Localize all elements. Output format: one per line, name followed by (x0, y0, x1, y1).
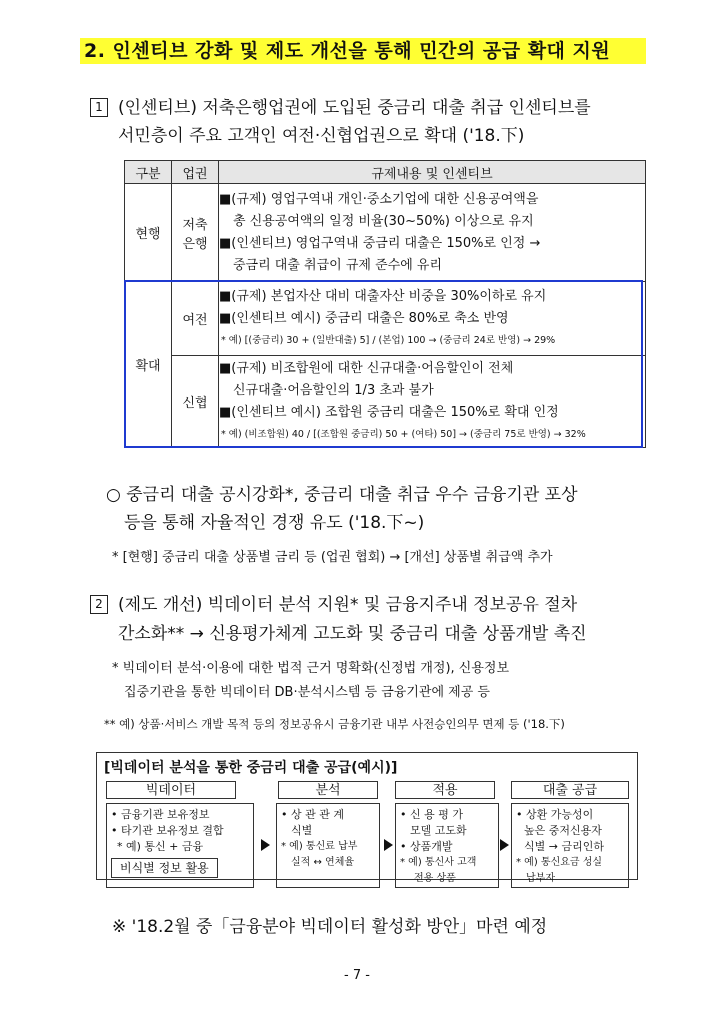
circle-item-line2: 등을 통해 자율적인 경쟁 유도 ('18.下~) (124, 513, 425, 533)
apply-line2: 모델 고도화 (410, 824, 467, 837)
item2-line1 (90, 590, 577, 615)
supply-line5: 납부자 (526, 873, 555, 884)
item2-text1: (제도 개선) 빅데이터 분석 지원* 및 금융지주내 정보공유 절차 (118, 595, 578, 615)
circle-bullet-icon: ○ (106, 485, 121, 505)
supply-line3: 식별 → 금리인하 (524, 840, 604, 853)
item2-number-box: 2 (90, 595, 108, 614)
section-heading: 2. 인센티브 강화 및 제도 개선을 통해 민간의 공급 확대 지원 (80, 38, 646, 64)
supply-line4: * 예) 통신요금 성실 (516, 857, 603, 868)
current-rule-line1: (규제) 영업구역내 개인·중소기업에 대한 신용공여액을 (231, 191, 539, 207)
current-content (219, 184, 646, 282)
yeojeon-content (219, 282, 646, 356)
item2-line2: 간소화** → 신용평가체계 고도화 및 중금리 대출 상품개발 촉진 (118, 624, 587, 644)
square-bullet-icon: ■ (219, 235, 232, 251)
diagram-head-apply: 적용 (395, 781, 495, 799)
sinhyup-rule-line2: 신규대출·어음할인의 1/3 초과 불가 (233, 382, 434, 398)
regulation-table (124, 160, 646, 448)
diagram-head-bigdata: 빅데이터 (106, 781, 236, 799)
sinhyup-content (219, 356, 646, 448)
bigdata-line2: • 타기관 보유정보 결합 (111, 824, 224, 837)
page-number: - 7 - (344, 968, 370, 983)
square-bullet-icon: ■ (219, 191, 232, 207)
sinhyup-note: * 예) (비조합원) 40 / [(조합원 중금리) 50 + (여타) 50] → (중금리 75로 반영) → 32% (221, 428, 586, 440)
apply-line5: 전용 상품 (414, 873, 456, 884)
header-content: 규제내용 및 인센티브 (219, 161, 646, 184)
sinhyup-incentive: (인센티브 예시) 조합원 중금리 대출은 150%로 확대 인정 (231, 404, 559, 420)
supply-line2: 높은 중저신용자 (524, 824, 602, 837)
table-row-current (125, 184, 646, 282)
yeojeon-incentive: (인센티브 예시) 중금리 대출은 80%로 축소 반영 (231, 310, 509, 326)
bigdata-line3: * 예) 통신 + 금융 (117, 840, 204, 853)
header-sector: 업권 (172, 161, 219, 184)
circle-item-line1 (106, 480, 578, 505)
yeojeon-rule: (규제) 본업자산 대비 대출자산 비중을 30%이하로 유지 (231, 288, 547, 304)
item2-note1-line1: * 빅데이터 분석·이용에 대한 법적 근거 명확화(신정법 개정), 신용정보 (112, 661, 510, 676)
diagram-box-bigdata (106, 803, 254, 888)
arrow-right-icon (261, 839, 270, 851)
arrow-right-icon (500, 839, 509, 851)
apply-line3: • 상품개발 (400, 840, 453, 853)
yeojeon-sector: 여전 (172, 282, 219, 356)
footer-note: ※ '18.2월 중「금융분야 빅데이터 활성화 방안」마련 예정 (112, 917, 548, 937)
current-sector: 저축 은행 (172, 184, 219, 282)
item2-note2: ** 예) 상품·서비스 개발 목적 등의 정보공유시 금융기관 내부 사전승인의무 면제 등 ('18.下) (104, 717, 565, 731)
analysis-line2: 식별 (291, 824, 313, 837)
diagram-box-supply (511, 803, 629, 888)
diagram-head-analysis: 분석 (278, 781, 378, 799)
item1-line1 (90, 93, 591, 118)
yeojeon-note: * 예) [(중금리) 30 + (일반대출) 5] / (본업) 100 → (중금리 24로 반영) → 29% (221, 334, 556, 346)
analysis-line4: 실적 ↔ 연체율 (291, 857, 355, 868)
analysis-line1: • 상 관 관 계 (281, 808, 344, 821)
square-bullet-icon: ■ (219, 360, 232, 376)
item1-text1: (인센티브) 저축은행업권에 도입된 중금리 대출 취급 인센티브를 (118, 98, 591, 118)
square-bullet-icon: ■ (219, 404, 232, 420)
apply-line1: • 신 용 평 가 (400, 808, 463, 821)
supply-line1: • 상환 가능성이 (516, 808, 594, 821)
diagram-head-supply: 대출 공급 (511, 781, 629, 799)
table-header-row (125, 161, 646, 184)
bigdata-line1: • 금융기관 보유정보 (111, 808, 210, 821)
deidentified-tag: 비식별 정보 활용 (111, 858, 218, 878)
header-category: 구분 (125, 161, 172, 184)
circle-item-text1: 중금리 대출 공시강화*, 중금리 대출 취급 우수 금융기관 포상 (126, 485, 578, 505)
table-row-sinhyup (125, 356, 646, 448)
sinhyup-rule-line1: (규제) 비조합원에 대한 신규대출·어음할인이 전체 (231, 360, 514, 376)
diagram-title: [빅데이터 분석을 통한 중금리 대출 공급(예시)] (104, 760, 398, 776)
item1-line2: 서민층이 주요 고객인 여전·신협업권으로 확대 ('18.下) (118, 126, 525, 146)
arrow-right-icon (384, 839, 393, 851)
current-incentive-line1: (인센티브) 영업구역내 중금리 대출은 150%로 인정 → (231, 235, 541, 251)
square-bullet-icon: ■ (219, 310, 232, 326)
apply-line4: * 예) 통신사 고객 (400, 857, 477, 868)
expand-category: 확대 (125, 282, 172, 448)
current-incentive-line2: 중금리 대출 취급이 규제 준수에 유리 (233, 257, 443, 273)
table-row-yeojeon (125, 282, 646, 356)
diagram-box-analysis (276, 803, 380, 888)
circle-item-note: * [현행] 중금리 대출 상품별 금리 등 (업권 협회) → [개선] 상품별 취급액 추가 (112, 550, 553, 565)
sinhyup-sector: 신협 (172, 356, 219, 448)
diagram-box-apply (395, 803, 499, 888)
current-category: 현행 (125, 184, 172, 282)
current-rule-line2: 총 신용공여액의 일정 비율(30~50%) 이상으로 유지 (233, 213, 534, 229)
square-bullet-icon: ■ (219, 288, 232, 304)
item2-note1-line2: 집중기관을 통한 빅데이터 DB·분석시스템 등 금융기관에 제공 등 (124, 685, 490, 700)
analysis-line3: * 예) 통신료 납부 (281, 841, 358, 852)
item1-number-box: 1 (90, 98, 108, 117)
